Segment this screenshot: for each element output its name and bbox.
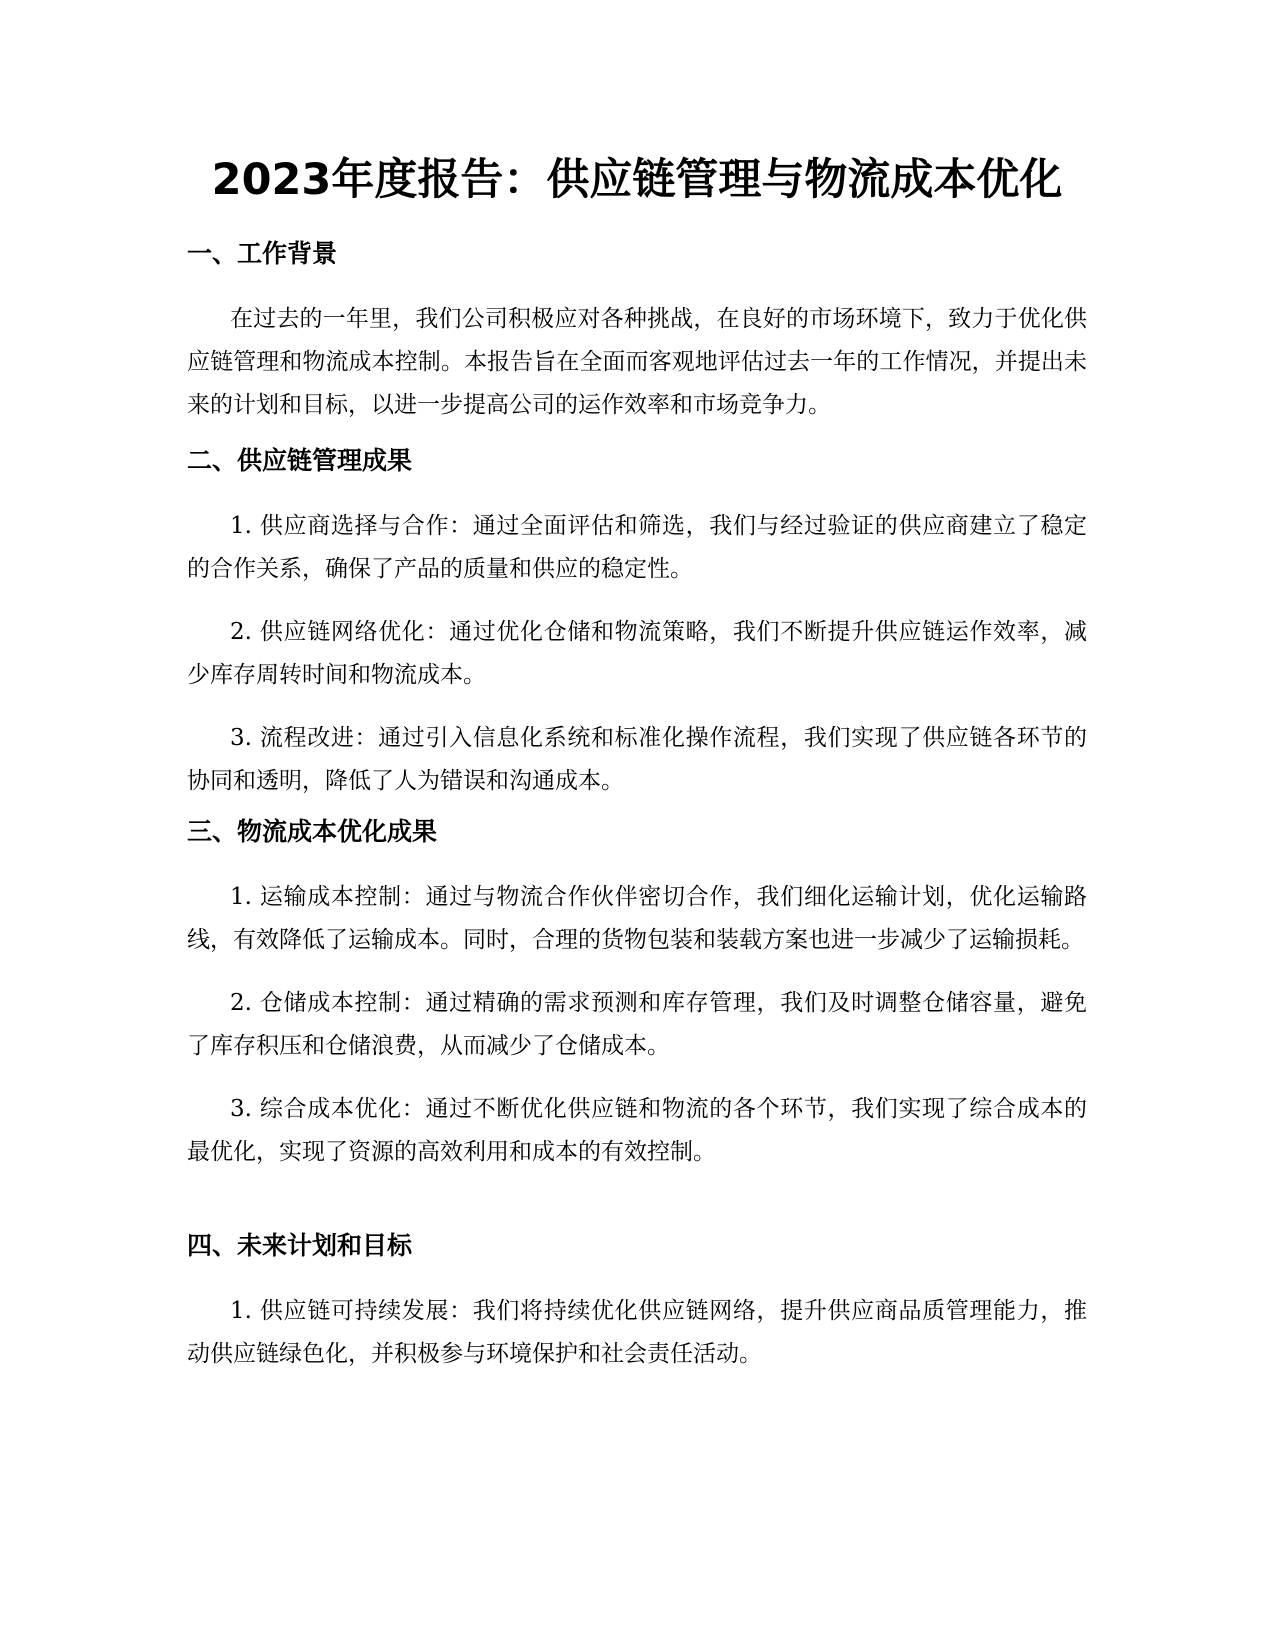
section-background <box>187 236 1087 427</box>
paragraph: 3. 综合成本优化：通过不断优化供应链和物流的各个环节，我们实现了综合成本的最优化，实现了资源的高效利用和成本的有效控制。 <box>187 1096 1087 1165</box>
section-heading: 一、工作背景 <box>187 239 338 268</box>
paragraph: 2. 仓储成本控制：通过精确的需求预测和库存管理，我们及时调整仓储容量，避免了库存积压和仓储浪费，从而减少了仓储成本。 <box>187 990 1087 1059</box>
paragraph: 1. 供应商选择与合作：通过全面评估和筛选，我们与经过验证的供应商建立了稳定的合作关系，确保了产品的质量和供应的稳定性。 <box>187 513 1087 582</box>
section-supply-chain-results <box>187 443 1087 803</box>
section-heading: 四、未来计划和目标 <box>187 1231 413 1260</box>
paragraph: 在过去的一年里，我们公司积极应对各种挑战，在良好的市场环境下，致力于优化供应链管理和物流成本控制。本报告旨在全面而客观地评估过去一年的工作情况，并提出未来的计划和目标，以进一步提高公司的运作效率和市场竞争力。 <box>187 306 1087 418</box>
document-page <box>187 0 1087 1650</box>
paragraph: 1. 供应链可持续发展：我们将持续优化供应链网络，提升供应商品质管理能力，推动供应链绿色化，并积极参与环境保护和社会责任活动。 <box>187 1298 1087 1367</box>
section-logistics-cost-results <box>187 814 1087 1174</box>
paragraph: 2. 供应链网络优化：通过优化仓储和物流策略，我们不断提升供应链运作效率，减少库存周转时间和物流成本。 <box>187 619 1087 688</box>
paragraph: 3. 流程改进：通过引入信息化系统和标准化操作流程，我们实现了供应链各环节的协同和透明，降低了人为错误和沟通成本。 <box>187 725 1087 794</box>
paragraph: 1. 运输成本控制：通过与物流合作伙伴密切合作，我们细化运输计划，优化运输路线，有效降低了运输成本。同时，合理的货物包装和装载方案也进一步减少了运输损耗。 <box>187 884 1087 953</box>
section-heading: 二、供应链管理成果 <box>187 446 413 475</box>
section-heading: 三、物流成本优化成果 <box>187 817 438 846</box>
section-future-plans <box>187 1228 1087 1376</box>
document-title: 2023年度报告：供应链管理与物流成本优化 <box>211 155 1063 205</box>
